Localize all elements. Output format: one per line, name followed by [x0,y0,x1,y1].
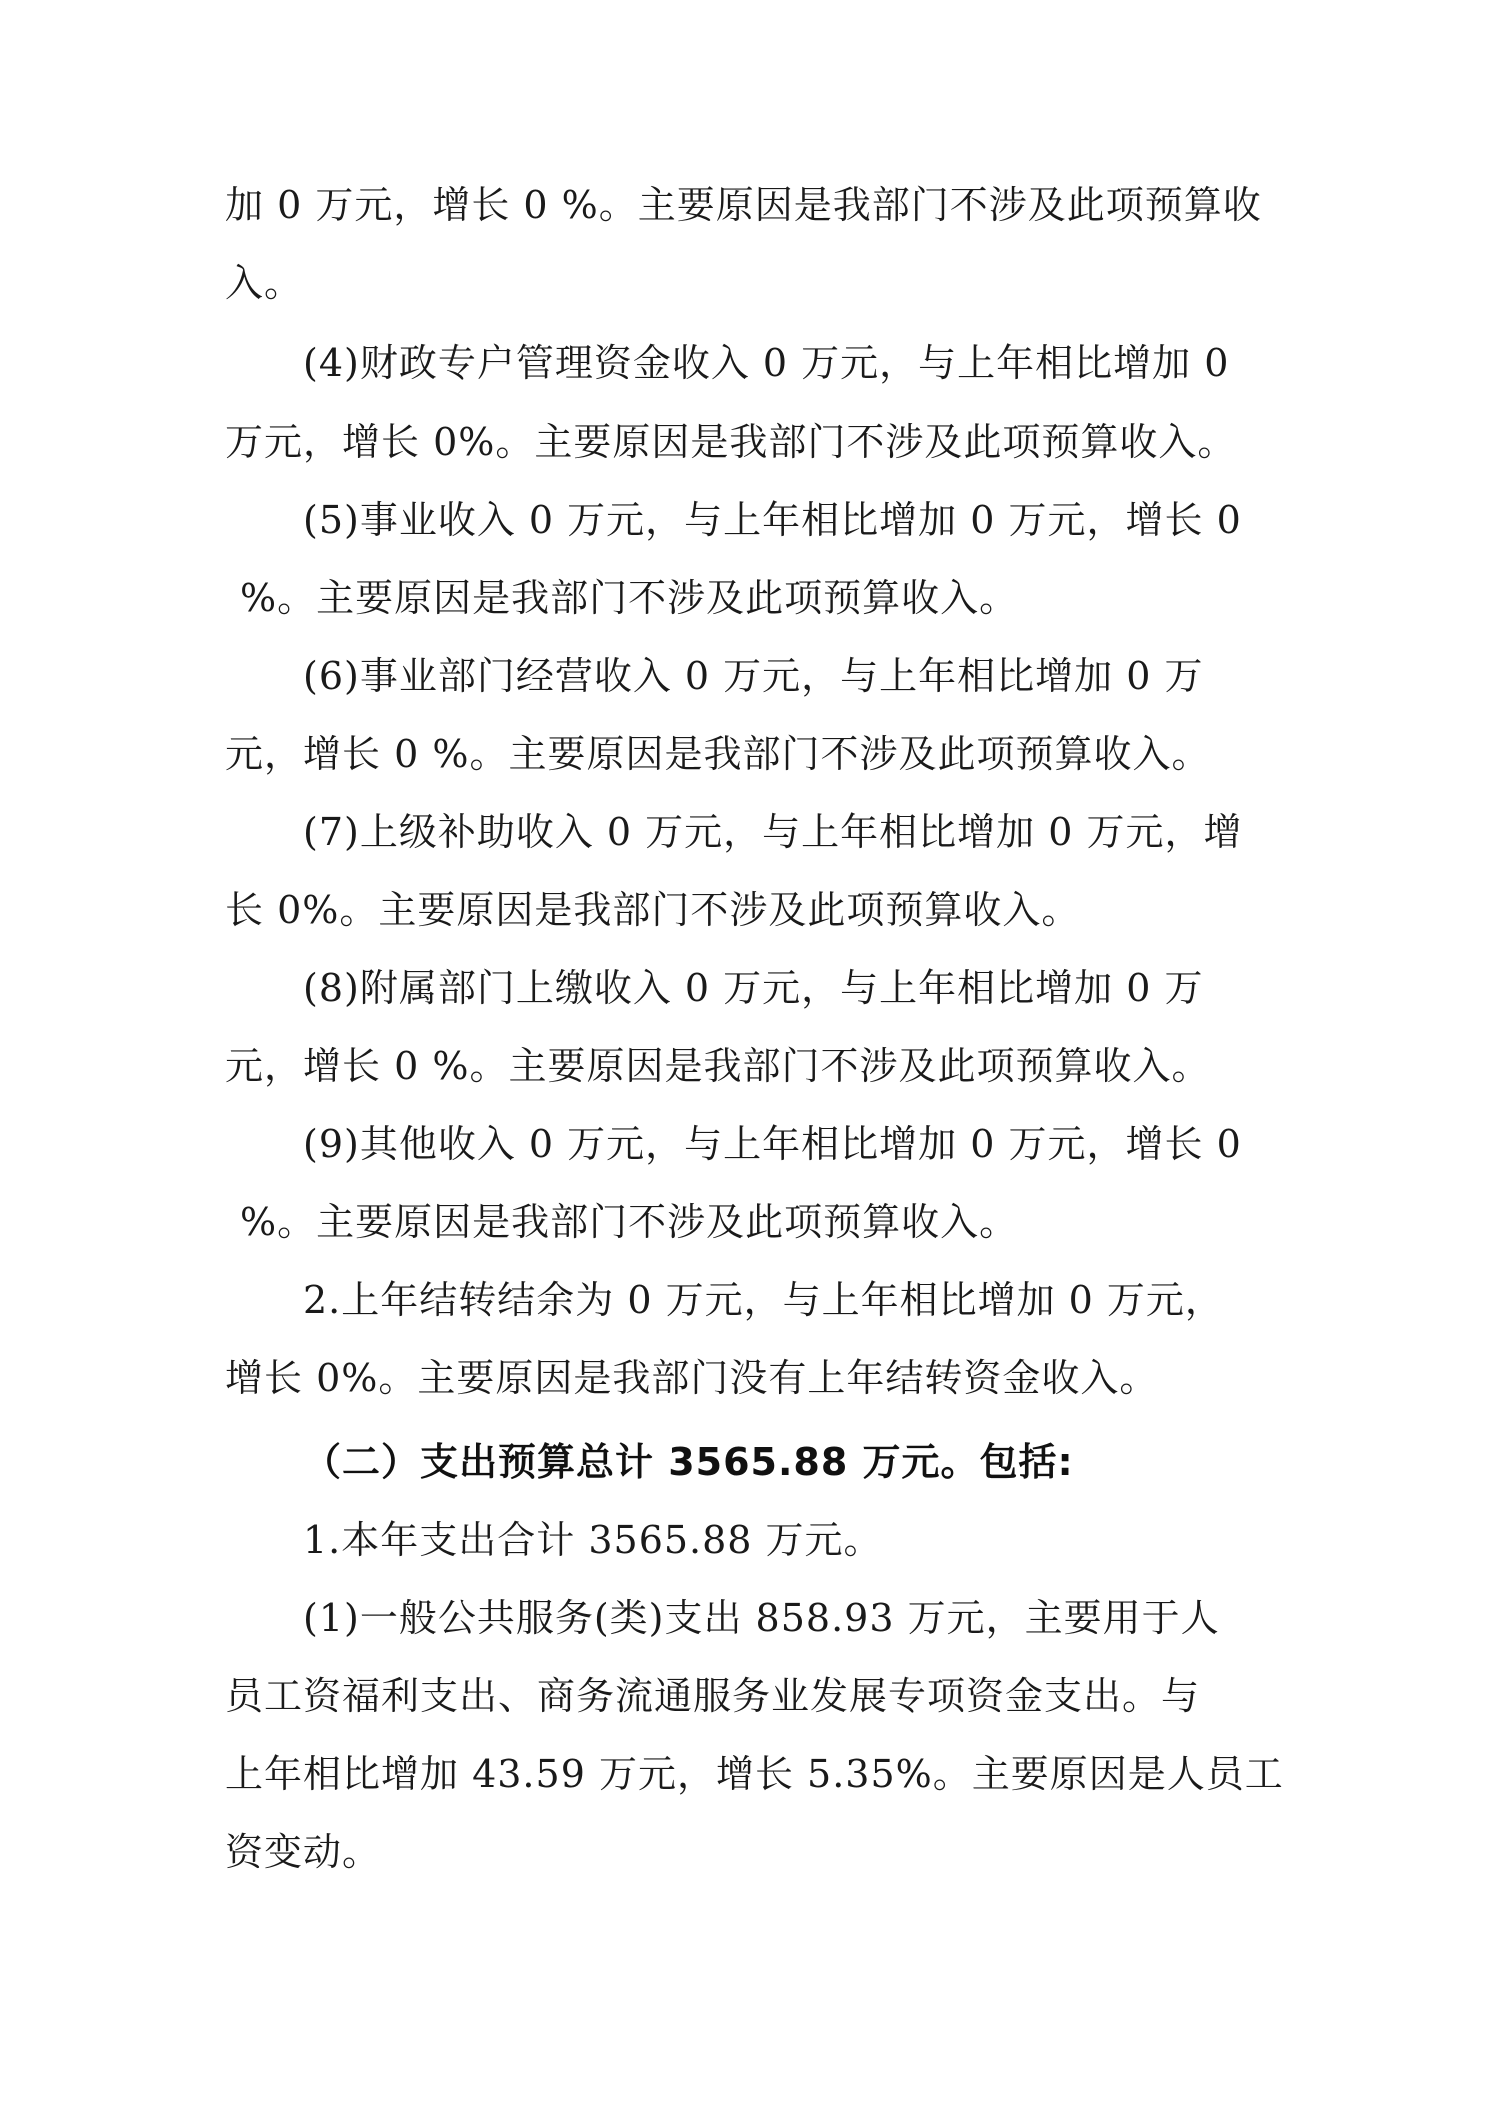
text-line: (9)其他收入 0 万元，与上年相比增加 0 万元，增长 0 [303,1122,1242,1166]
text-line: (8)附属部门上缴收入 0 万元，与上年相比增加 0 万 [303,966,1204,1010]
text-line: 上年相比增加 43.59 万元，增长 5.35%。主要原因是人员工 [225,1752,1284,1796]
text-line: (1)一般公共服务(类)支出 858.93 万元，主要用于人 [303,1596,1220,1640]
text-line: 员工资福利支出、商务流通服务业发展专项资金支出。与 [225,1674,1201,1718]
section-heading: （二）支出预算总计 3565.88 万元。包括: [303,1440,1074,1484]
text-line: 资变动。 [225,1830,382,1874]
text-line: 长 0%。主要原因是我部门不涉及此项预算收入。 [225,888,1081,932]
text-line: 元，增长 0 %。主要原因是我部门不涉及此项预算收入。 [225,1044,1211,1088]
text-line: (5)事业收入 0 万元，与上年相比增加 0 万元，增长 0 [303,498,1242,542]
text-line: 增长 0%。主要原因是我部门没有上年结转资金收入。 [225,1356,1159,1400]
text-line: 2.上年结转结余为 0 万元，与上年相比增加 0 万元， [303,1278,1224,1322]
text-line: (7)上级补助收入 0 万元，与上年相比增加 0 万元，增 [303,810,1243,854]
text-line: 加 0 万元，增长 0 %。主要原因是我部门不涉及此项预算收 [225,183,1262,227]
text-line: 入。 [225,261,304,305]
text-line: 1.本年支出合计 3565.88 万元。 [303,1518,883,1562]
text-line: (6)事业部门经营收入 0 万元，与上年相比增加 0 万 [303,654,1204,698]
text-line: %。主要原因是我部门不涉及此项预算收入。 [240,576,1019,620]
text-line: %。主要原因是我部门不涉及此项预算收入。 [240,1200,1019,1244]
text-line: (4)财政专户管理资金收入 0 万元，与上年相比增加 0 [303,341,1230,385]
text-line: 元，增长 0 %。主要原因是我部门不涉及此项预算收入。 [225,732,1211,776]
text-line: 万元，增长 0%。主要原因是我部门不涉及此项预算收入。 [225,420,1237,464]
